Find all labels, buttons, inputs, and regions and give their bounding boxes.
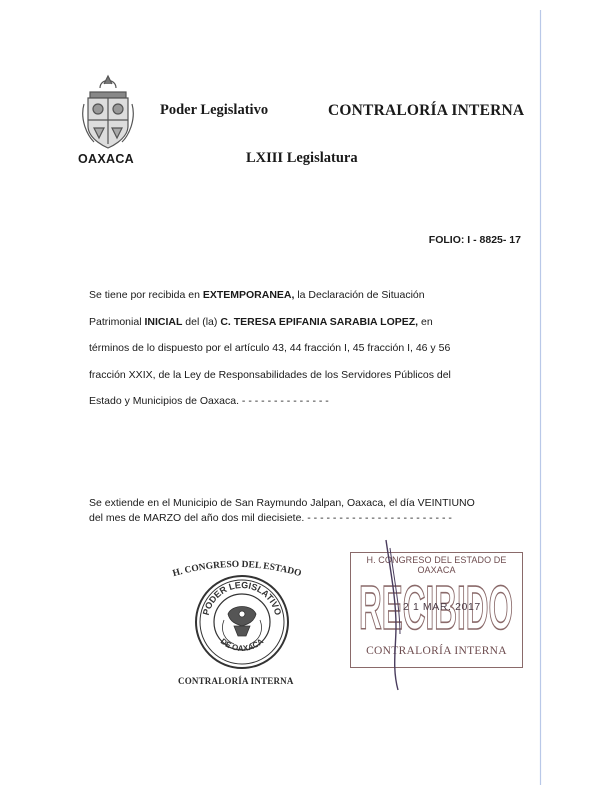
recibido-stamp-header: H. CONGRESO DEL ESTADO DE OAXACA [366,555,507,575]
folio-number: FOLIO: I - 8825- 17 [428,234,521,246]
seal-bottom-label: CONTRALORÍA INTERNA [178,676,294,686]
body-line-3: términos de lo dispuesto por el artículo 43, 44 fracción I, 45 fracción I, 46 y 56 [89,342,451,354]
svg-text:DE OAXACA: DE OAXACA [218,636,266,653]
header-poder-legislativo: Poder Legislativo [160,102,269,118]
recibido-stamp-date: 2 1 MAR. 2017 [403,601,481,613]
closing-line-1: Se extiende en el Municipio de San Raymundo Jalpan, Oaxaca, el día VEINTIUNO [89,497,475,509]
body-text: del (la) [182,315,221,328]
body-text: la Declaración de Situación [294,289,425,301]
logo-text: OAXACA [78,152,134,166]
pen-signature-stroke [356,538,426,694]
body-text-bold: EXTEMPORANEA, [202,289,295,301]
declarant-name: C. TERESA EPIFANIA SARABIA LOPEZ, [220,315,419,328]
body-line-2 [89,309,523,336]
body-text: en [418,315,433,328]
closing-statement [89,496,529,526]
body-text: Se tiene por recibida en [89,289,203,301]
closing-line-2: del mes de MARZO del año dos mil diecisiete. - - - - - - - - - - - - - - - - - - - - - - - [89,512,452,524]
page-margin-line [539,10,542,785]
congress-seal-icon [194,574,290,670]
svg-text:H. CONGRESO DEL ESTADO: H. CONGRESO DEL ESTADO [171,559,303,580]
body-line-1 [89,282,523,309]
svg-text:RECIBIDO: RECIBIDO [359,574,513,637]
header-contraloria-interna: CONTRALORÍA INTERNA [328,102,525,119]
body-text: Patrimonial [89,315,145,328]
body-line-4: fracción XXIX, de la Ley de Responsabilidades de los Servidores Públicos del [89,368,451,381]
svg-text:PODER LEGISLATIVO: PODER LEGISLATIVO [200,579,284,617]
oaxaca-coat-of-arms-icon [82,74,134,152]
body-text-bold: INICIAL [144,315,183,328]
header-legislatura: LXIII Legislatura [246,150,358,166]
body-paragraph [89,282,523,415]
recibido-stamp-footer: CONTRALORÍA INTERNA [366,645,507,657]
body-line-5: Estado y Municipios de Oaxaca. - - - - - - - - - - - - - - [89,395,329,407]
